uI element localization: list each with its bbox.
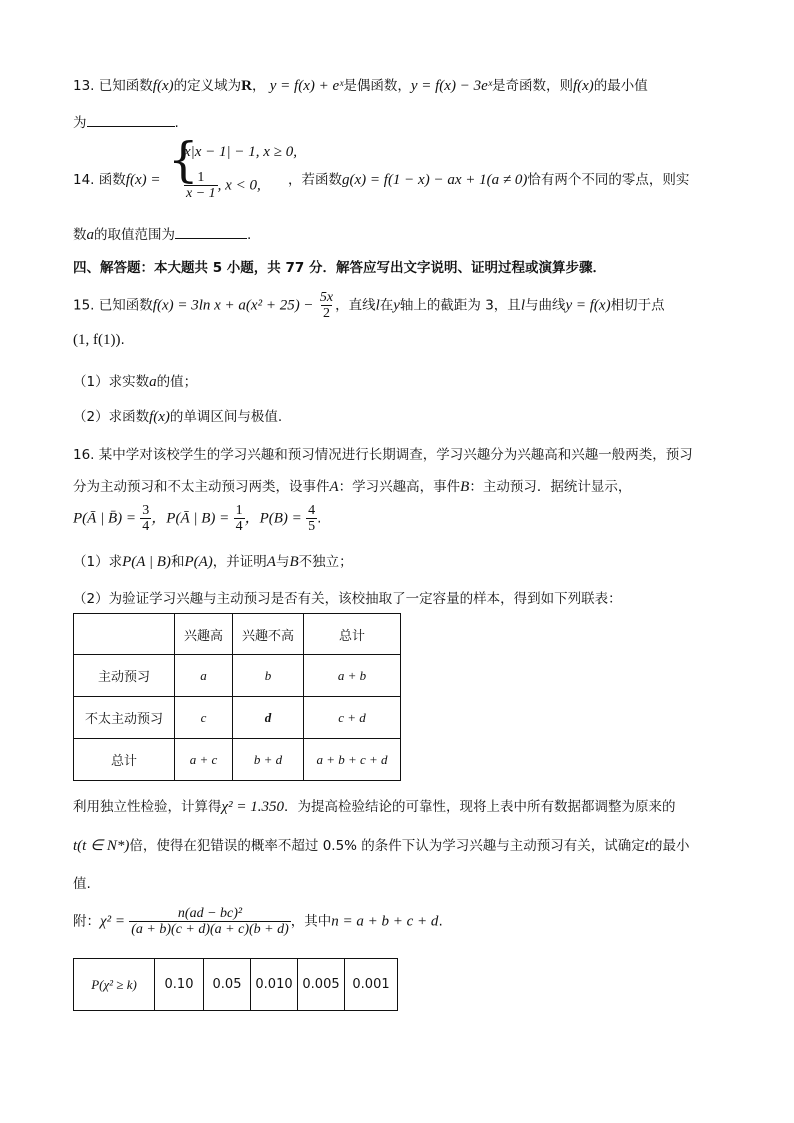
table-cell: 0.005	[298, 959, 345, 1011]
q13-answer-blank[interactable]	[87, 112, 175, 127]
q16-frac-den: 4	[235, 519, 243, 534]
q13-line1	[73, 74, 648, 95]
table-cell: b	[233, 655, 304, 697]
q16-p2: ，P(Ā | B) =	[151, 510, 230, 527]
table-cell: 兴趣不高	[233, 614, 304, 655]
table-cell: 总计	[304, 614, 401, 655]
q16-frac-den: 4	[142, 519, 150, 534]
q14-number: 14.	[73, 172, 95, 188]
table-cell: a + b	[304, 655, 401, 697]
q13-text: 的定义域为	[173, 78, 242, 94]
q16-p3: ，P(B) =	[244, 510, 302, 527]
q14-fdef: f(x) =	[125, 172, 161, 188]
table-cell: a + c	[175, 739, 233, 781]
q13-text: ，	[251, 78, 266, 94]
q16-t2: t	[644, 838, 649, 854]
q16-frac-num: 3	[142, 503, 150, 518]
q15-text: 的值；	[156, 374, 198, 390]
q16-fu-num: n(ad − bc)²	[177, 906, 243, 921]
q15-f: f(x)	[149, 409, 170, 425]
table-cell: 0.010	[251, 959, 298, 1011]
table-row	[74, 959, 398, 1011]
q16-A: A	[266, 554, 276, 570]
q15-text: 相切于点	[610, 297, 665, 314]
table-cell: 兴趣高	[175, 614, 233, 655]
q16-text: 附：	[73, 913, 100, 930]
q14-frac-num: 1	[197, 170, 205, 185]
q16-p1: P(Ā | B̄) =	[73, 510, 136, 527]
q15-text: 已知函数	[98, 297, 153, 314]
q16-after1	[73, 795, 675, 816]
q14-answer-blank[interactable]	[175, 224, 247, 239]
q16-sub1	[73, 550, 353, 571]
q16-after3: 值.	[73, 876, 91, 892]
q14-text: 数	[73, 227, 87, 243]
q16-line1	[73, 443, 693, 463]
table-row	[74, 614, 401, 655]
q14-a: a	[86, 227, 94, 243]
q16-B: B	[460, 479, 470, 495]
q16-text: 不独立；	[298, 554, 353, 570]
q13-text: .	[174, 115, 179, 131]
q16-text: 分为主动预习和不太主动预习两类，设事件	[73, 479, 330, 495]
table-cell	[74, 614, 175, 655]
q15-text: 的单调区间与极值.	[169, 409, 283, 425]
q16-text: 利用独立性检验，计算得	[73, 799, 222, 815]
q14-line2	[73, 223, 251, 244]
table-cell: 0.05	[204, 959, 251, 1011]
q16-frac-num: 1	[235, 503, 243, 518]
table-cell: 0.10	[155, 959, 204, 1011]
q16-p3-frac	[306, 503, 317, 534]
q16-pab: P(A | B)	[122, 554, 171, 570]
table-cell: P(χ² ≥ k)	[74, 959, 155, 1011]
q15-y: y	[393, 297, 400, 314]
q15-frac	[318, 290, 335, 321]
q16-frac-num: 4	[308, 503, 316, 518]
q15-point: (1, f(1))	[73, 332, 121, 348]
q15-fexpr: f(x) = 3ln x + a(x² + 25) −	[152, 297, 314, 314]
table-cell: b + d	[233, 739, 304, 781]
q15-frac-den: 2	[322, 306, 330, 321]
q15-text: 轴上的截距为 3，且	[399, 297, 521, 314]
q15-text: （1）求实数	[73, 374, 150, 390]
q16-A: A	[329, 479, 339, 495]
q16-text: ，并证明	[212, 554, 267, 570]
q13-R: R	[241, 78, 252, 94]
q13-fx2: f(x)	[572, 78, 594, 94]
q13-text: 是偶函数，	[343, 78, 411, 94]
table-cell: c + d	[304, 697, 401, 739]
q13-text: 是奇函数，则	[491, 78, 573, 94]
q16-B: B	[289, 554, 299, 570]
q16-number: 16.	[73, 447, 95, 463]
q16-text: 和	[170, 554, 185, 570]
q14-case2-cond: , x < 0,	[217, 177, 261, 194]
q16-text: （1）求	[73, 554, 123, 570]
q13-text: 已知函数	[98, 78, 153, 94]
q15-text: （2）求函数	[73, 409, 150, 425]
table-cell: 主动预习	[74, 655, 175, 697]
table-cell: d	[233, 697, 304, 739]
q16-fu-den: (a + b)(c + d)(a + c)(b + d)	[131, 922, 289, 937]
q14-frac-den: x − 1	[186, 186, 216, 201]
q16-sub2: （2）为验证学习兴趣与主动预习是否有关，该校抽取了一定容量的样本，得到如下列联表：	[73, 591, 622, 607]
q16-chi: χ² = 1.350	[221, 799, 284, 815]
q16-frac-den: 5	[308, 519, 316, 534]
q14-case2	[184, 170, 261, 201]
q16-text: .	[317, 510, 322, 527]
q16-fu-frac	[129, 906, 291, 937]
q15-sub1	[73, 370, 197, 391]
contingency-table	[73, 613, 401, 781]
q15-frac-num: 5x	[319, 290, 334, 305]
q15-line2	[73, 332, 125, 349]
q14-text: ，若函数	[288, 172, 342, 188]
table-cell: 总计	[74, 739, 175, 781]
q15-curve: y = f(x)	[565, 297, 611, 314]
q15-line1	[73, 290, 665, 321]
q16-appendix	[73, 906, 443, 937]
q15-text: .	[120, 332, 125, 348]
q16-line2	[73, 475, 631, 496]
q16-t: t(t ∈ N*)	[73, 838, 130, 854]
q13-line2	[73, 111, 179, 131]
q14-line1-right	[288, 168, 689, 189]
table-cell: a	[175, 655, 233, 697]
q14-case2-frac	[184, 170, 218, 201]
q14-text: 恰有两个不同的零点，则实	[527, 172, 690, 188]
q16-text: 倍，使得在犯错误的概率不超过 0.5% 的条件下认为学习兴趣与主动预习有关，试确定	[129, 838, 645, 854]
q16-text: 与	[275, 554, 290, 570]
q13-fx: f(x)	[152, 78, 174, 94]
q16-text: 的最小	[648, 838, 690, 854]
q16-text: ：学习兴趣高，事件	[338, 479, 461, 495]
q16-text: ：主动预习．据统计显示，	[469, 479, 632, 495]
q15-number: 15.	[73, 297, 95, 314]
q15-l: l	[375, 297, 380, 314]
q16-pa: P(A)	[184, 554, 213, 570]
q16-text: ，其中	[290, 913, 332, 930]
q15-text: ，直线	[335, 297, 376, 314]
q13-text: 的最小值	[593, 78, 648, 94]
section4-heading: 四、解答题：本大题共 5 小题，共 77 分．解答应写出文字说明、证明过程或演算步骤．	[73, 260, 606, 276]
q16-p2-frac	[234, 503, 245, 534]
q15-l2: l	[520, 297, 525, 314]
q14-line1-left	[73, 168, 160, 189]
q16-p1-frac	[140, 503, 151, 534]
q13-text: 为	[73, 115, 87, 131]
q14-brace: {	[168, 132, 199, 188]
q16-after2	[73, 834, 689, 855]
q16-fu-n: n = a + b + c + d	[331, 913, 439, 930]
table-cell: 不太主动预习	[74, 697, 175, 739]
critical-value-table	[73, 958, 398, 1011]
q14-case1: x|x − 1| − 1, x ≥ 0,	[184, 144, 297, 160]
q15-text: 在	[379, 297, 394, 314]
q16-text: 某中学对该校学生的学习兴趣和预习情况进行长期调查，学习兴趣分为兴趣高和兴趣一般两类，预习	[98, 447, 693, 463]
q14-text: 的取值范围为	[94, 227, 175, 243]
table-cell: c	[175, 697, 233, 739]
q14-gexpr: g(x) = f(1 − x) − ax + 1(a ≠ 0)	[342, 172, 528, 188]
table-cell: 0.001	[345, 959, 398, 1011]
q15-text: 与曲线	[524, 297, 566, 314]
q15-a: a	[149, 374, 157, 390]
table-row	[74, 655, 401, 697]
table-row	[74, 697, 401, 739]
q14-text: .	[247, 227, 252, 243]
q13-number: 13.	[73, 78, 95, 94]
q16-probabilities	[73, 503, 321, 534]
q15-sub2	[73, 405, 282, 426]
q16-text: ．为提高检验结论的可靠性，现将上表中所有数据都调整为原来的	[283, 799, 676, 815]
q16-text: .	[438, 913, 443, 930]
table-row	[74, 739, 401, 781]
table-cell: a + b + c + d	[304, 739, 401, 781]
q13-expr2: y = f(x) − 3eˣ	[410, 78, 492, 94]
q16-fu-chi: χ² =	[100, 913, 125, 930]
q13-expr1: y = f(x) + eˣ	[269, 78, 344, 94]
q14-text: 函数	[98, 172, 126, 188]
